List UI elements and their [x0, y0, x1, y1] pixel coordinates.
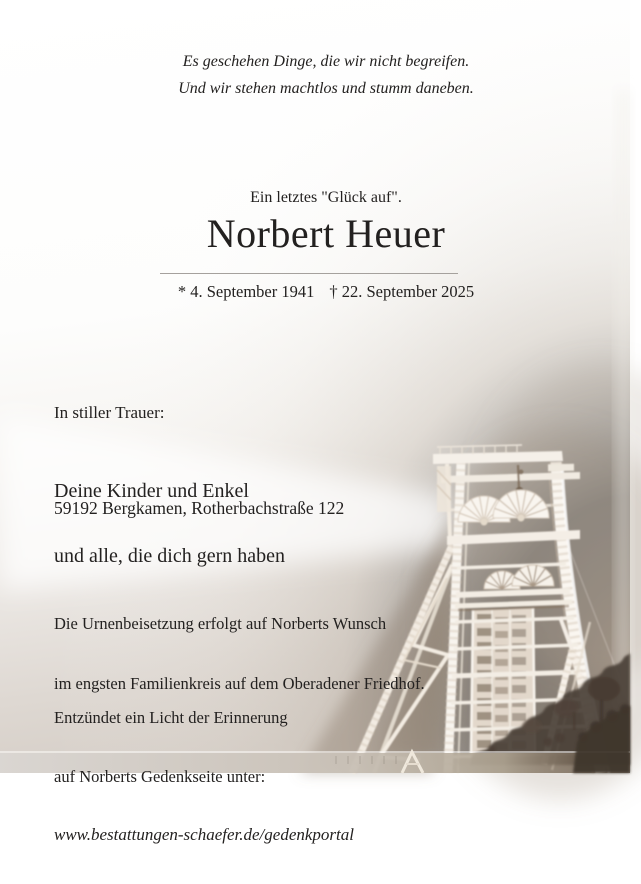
name-divider — [160, 273, 458, 274]
epigraph — [11, 48, 641, 102]
memorial-line1: Entzündet ein Licht der Erinnerung — [54, 708, 288, 727]
burial-line1: Die Urnenbeisetzung erfolgt auf Norberts Wunsch — [54, 614, 387, 633]
death-date: † 22. September 2025 — [329, 282, 475, 301]
life-dates — [11, 281, 641, 302]
mourning-intro: In stiller Trauer: — [54, 403, 165, 422]
mourners-line1: Deine Kinder und Enkel — [54, 480, 249, 502]
epigraph-line2: Und wir stehen machtlos und stumm daneben. — [178, 80, 474, 97]
address-line: 59192 Bergkamen, Rotherbachstraße 122 — [54, 498, 345, 518]
memorial-info — [54, 669, 354, 884]
salute-line: Ein letztes "Glück auf". — [250, 189, 402, 206]
deceased-name: Norbert Heuer — [206, 211, 446, 256]
epigraph-line1: Es geschehen Dinge, die wir nicht begreifen. — [182, 53, 470, 70]
memorial-url[interactable]: www.bestattungen-schaefer.de/gedenkportal — [54, 825, 354, 844]
mourners-line2: und alle, die dich gern haben — [54, 544, 286, 567]
burial-line2: im engsten Familienkreis auf dem Oberadener Friedhof. — [54, 674, 425, 693]
right-edge-band — [617, 90, 630, 710]
birth-date: * 4. September 1941 — [177, 282, 315, 301]
memorial-line2: auf Norberts Gedenkseite unter: — [54, 766, 266, 786]
